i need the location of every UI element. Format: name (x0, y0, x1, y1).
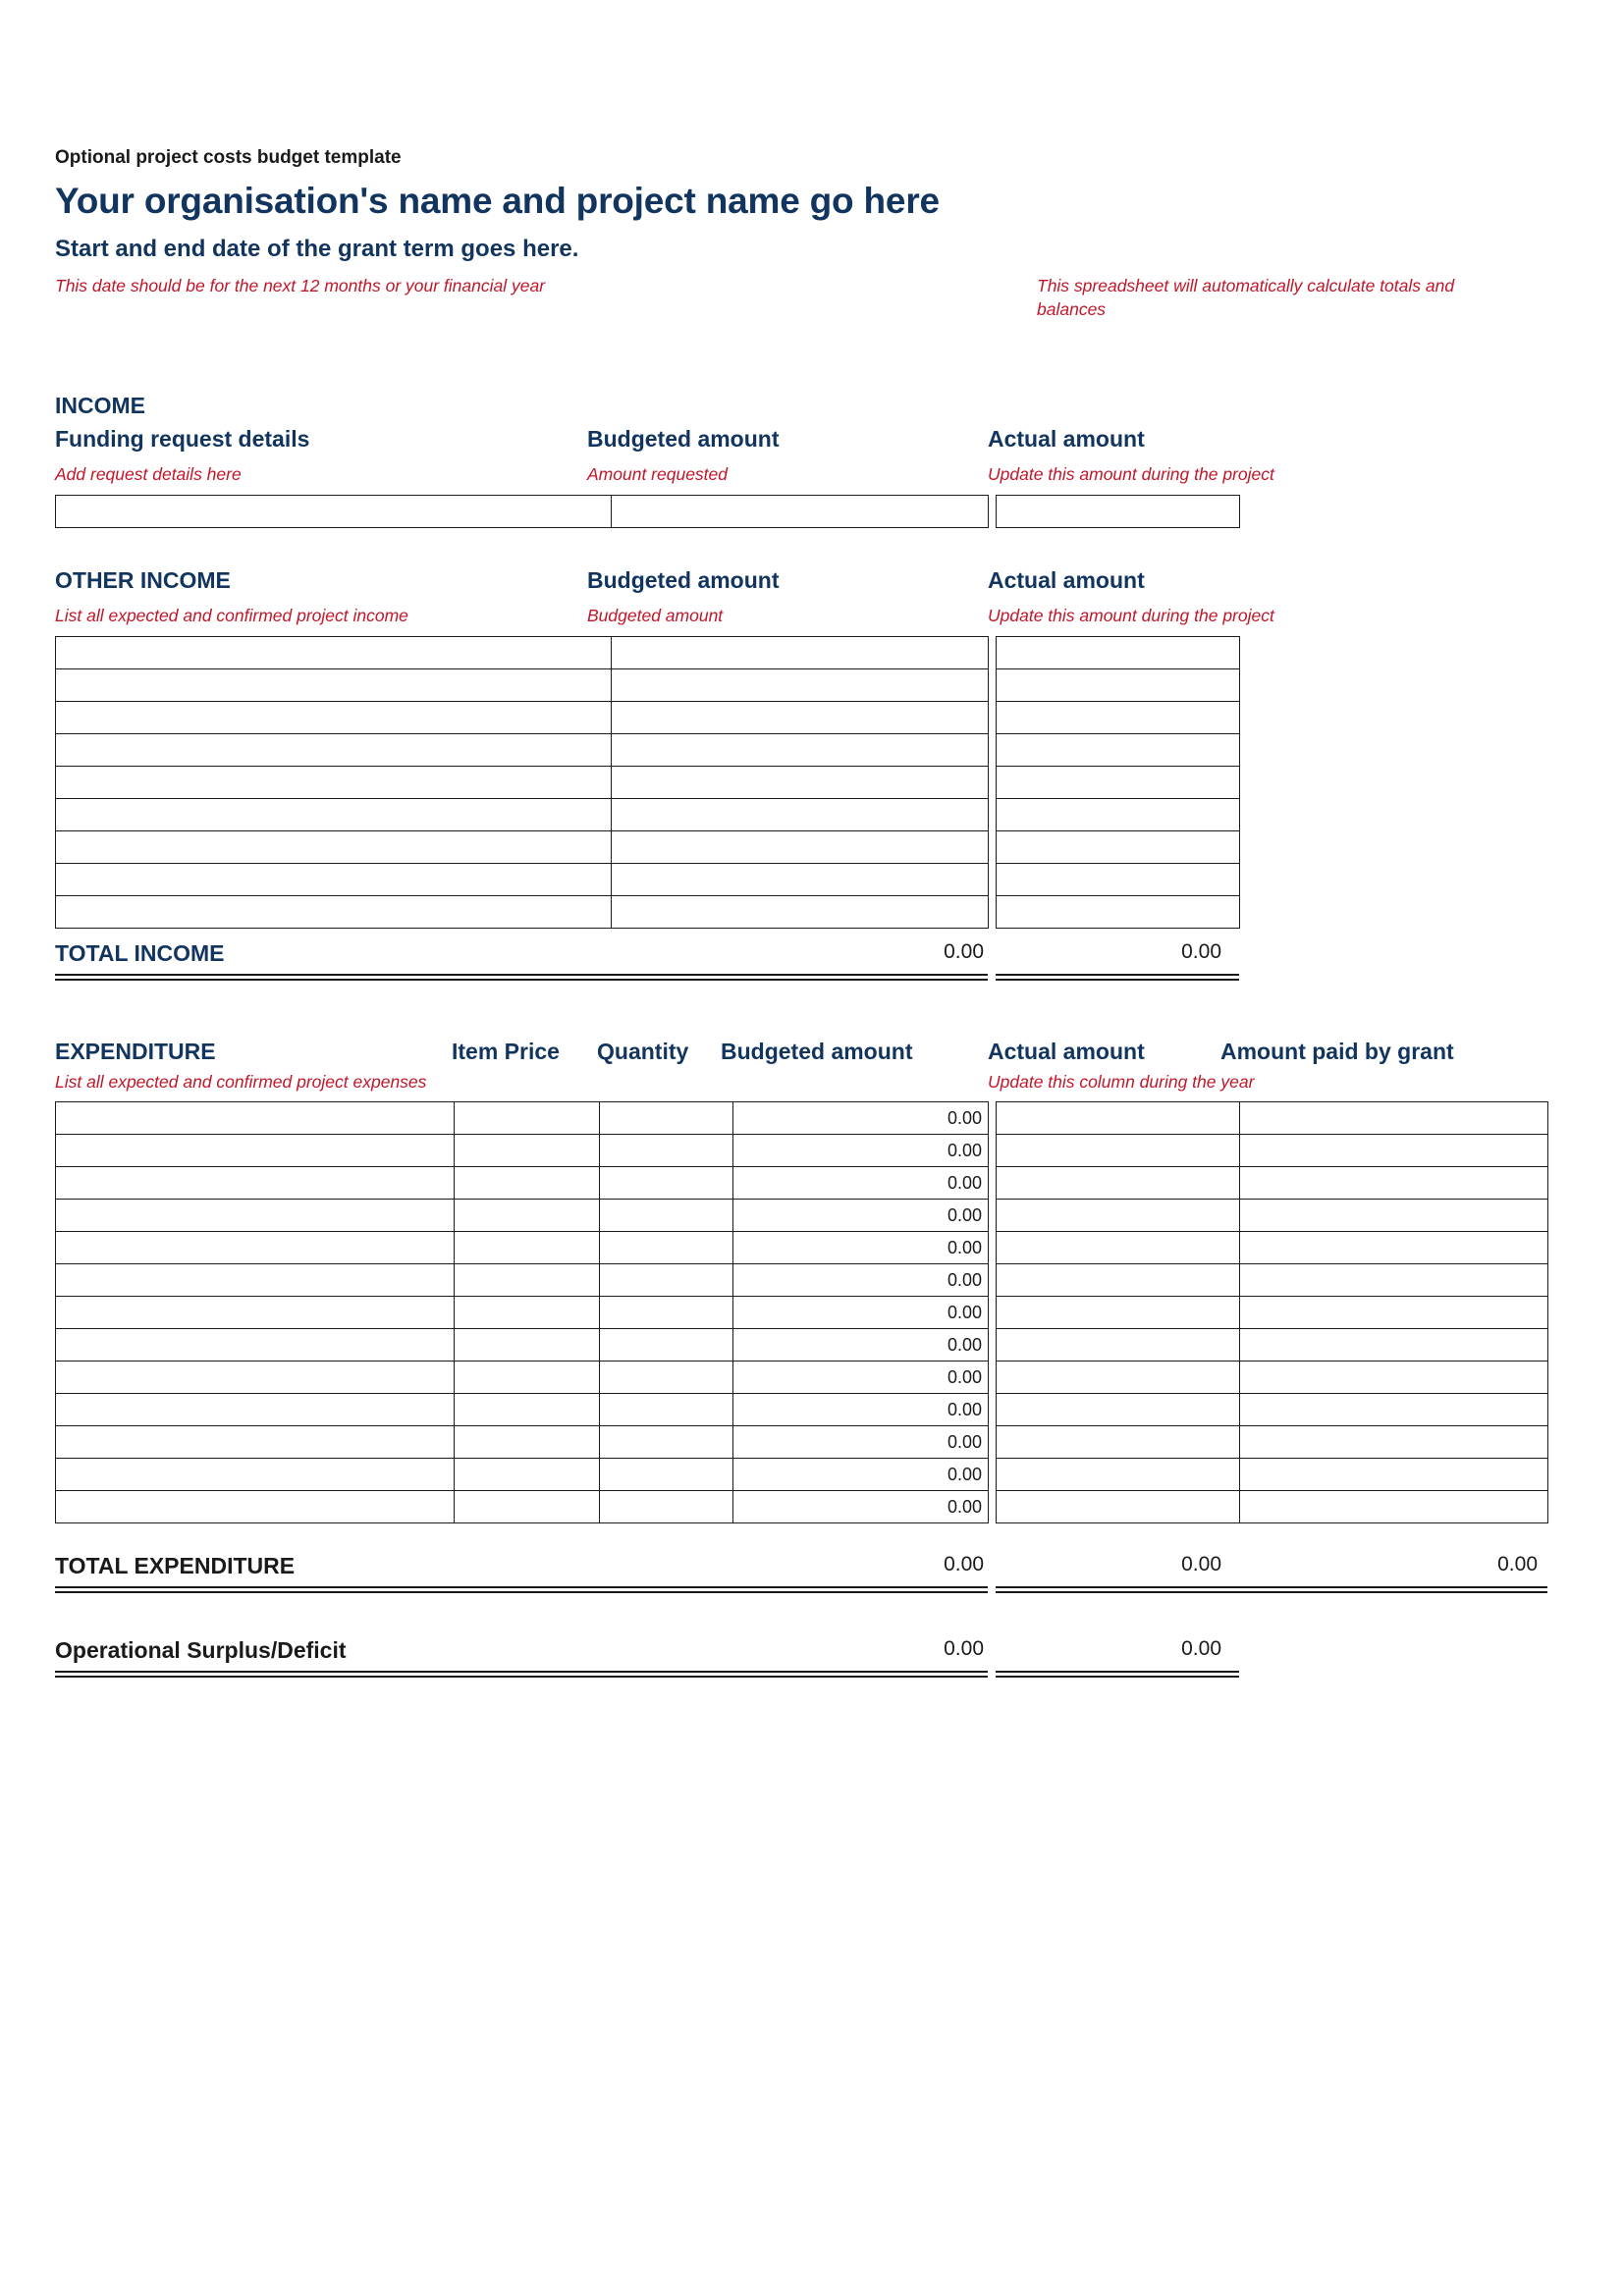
expenditure-cell-actual[interactable] (997, 1394, 1240, 1426)
expenditure-cell-paid-by-grant[interactable] (1240, 1394, 1548, 1426)
expenditure-cell-budgeted[interactable]: 0.00 (733, 1459, 989, 1491)
expenditure-cell-item-price[interactable] (455, 1200, 600, 1232)
expenditure-cell-budgeted[interactable]: 0.00 (733, 1491, 989, 1523)
expenditure-cell-quantity[interactable] (600, 1232, 733, 1264)
total-expenditure-label: TOTAL EXPENDITURE (55, 1553, 296, 1578)
income-section-label: INCOME (55, 393, 145, 418)
table-row[interactable] (56, 1264, 989, 1297)
income-hint-row (55, 463, 1547, 495)
table-row[interactable] (997, 1135, 1548, 1167)
surplus-deficit-underline-right (996, 1671, 1239, 1678)
expenditure-cell-actual[interactable] (997, 1232, 1240, 1264)
other-income-cell-actual[interactable] (997, 734, 1240, 767)
table-row[interactable] (997, 1200, 1548, 1232)
surplus-deficit-actual: 0.00 (1181, 1637, 1221, 1660)
expenditure-cell-quantity[interactable] (600, 1264, 733, 1297)
expenditure-header-budgeted: Budgeted amount (721, 1039, 913, 1064)
table-row[interactable] (56, 1232, 989, 1264)
expenditure-cell-quantity[interactable] (600, 1102, 733, 1135)
total-expenditure-paid-by-grant: 0.00 (1497, 1553, 1538, 1575)
other-income-cell-details[interactable] (56, 831, 612, 864)
other-income-cell-budgeted[interactable] (612, 799, 989, 831)
other-income-cell-details[interactable] (56, 637, 612, 669)
expenditure-cell-actual[interactable] (997, 1329, 1240, 1362)
expenditure-cell-actual[interactable] (997, 1362, 1240, 1394)
expenditure-hint-actual: Update this column during the year (988, 1072, 1255, 1092)
income-header-details: Funding request details (55, 426, 310, 452)
expenditure-cell-paid-by-grant[interactable] (1240, 1264, 1548, 1297)
page-title: Your organisation's name and project name go here (55, 181, 940, 221)
expenditure-cell-actual[interactable] (997, 1200, 1240, 1232)
expenditure-table-left[interactable] (55, 1101, 989, 1523)
expenditure-cell-actual[interactable] (997, 1264, 1240, 1297)
table-row[interactable] (56, 1102, 989, 1135)
income-cell-budgeted[interactable] (612, 496, 989, 528)
expenditure-cell-budgeted[interactable]: 0.00 (733, 1200, 989, 1232)
other-income-cell-details[interactable] (56, 864, 612, 896)
other-income-cell-details[interactable] (56, 799, 612, 831)
expenditure-cell-budgeted[interactable]: 0.00 (733, 1102, 989, 1135)
expenditure-cell-description[interactable] (56, 1426, 455, 1459)
total-income-actual: 0.00 (1181, 940, 1221, 963)
expenditure-cell-paid-by-grant[interactable] (1240, 1297, 1548, 1329)
table-row[interactable] (997, 799, 1240, 831)
expenditure-cell-item-price[interactable] (455, 1297, 600, 1329)
income-hint-budgeted: Amount requested (587, 464, 729, 484)
table-row[interactable] (997, 896, 1240, 929)
date-hint: This date should be for the next 12 months or your financial year (55, 276, 546, 295)
surplus-deficit-row (55, 1629, 1547, 1681)
table-row[interactable] (997, 1264, 1548, 1297)
expenditure-header-row (55, 1039, 1547, 1072)
expenditure-cell-description[interactable] (56, 1297, 455, 1329)
expenditure-cell-item-price[interactable] (455, 1167, 600, 1200)
other-income-cell-actual[interactable] (997, 767, 1240, 799)
expenditure-cell-paid-by-grant[interactable] (1240, 1135, 1548, 1167)
expenditure-cell-budgeted[interactable]: 0.00 (733, 1329, 989, 1362)
table-row[interactable] (997, 702, 1240, 734)
other-income-cell-details[interactable] (56, 734, 612, 767)
surplus-deficit-label: Operational Surplus/Deficit (55, 1637, 347, 1663)
income-cell-details[interactable] (56, 496, 612, 528)
income-hint-actual: Update this amount during the project (988, 464, 1274, 484)
table-row[interactable] (56, 1200, 989, 1232)
expenditure-cell-actual[interactable] (997, 1167, 1240, 1200)
other-income-cell-actual[interactable] (997, 702, 1240, 734)
other-income-header-row (55, 567, 1547, 605)
budget-template-body (55, 147, 1547, 1681)
expenditure-cell-paid-by-grant[interactable] (1240, 1362, 1548, 1394)
expenditure-cell-actual[interactable] (997, 1102, 1240, 1135)
other-income-header-actual: Actual amount (988, 567, 1145, 593)
income-table-group (55, 495, 1547, 534)
other-income-hint-details: List all expected and confirmed project income (55, 606, 408, 625)
income-section-label-row (55, 393, 1547, 426)
total-expenditure-row (55, 1545, 1547, 1596)
table-row[interactable] (56, 767, 989, 799)
surplus-deficit-budgeted: 0.00 (944, 1637, 984, 1660)
expenditure-cell-paid-by-grant[interactable] (1240, 1232, 1548, 1264)
surplus-deficit-underline-left (55, 1671, 988, 1678)
table-row[interactable] (997, 669, 1240, 702)
expenditure-hint-details: List all expected and confirmed project expenses (55, 1072, 427, 1092)
expenditure-cell-budgeted[interactable]: 0.00 (733, 1264, 989, 1297)
income-header-actual: Actual amount (988, 426, 1145, 452)
expenditure-cell-description[interactable] (56, 1491, 455, 1523)
expenditure-cell-description[interactable] (56, 1102, 455, 1135)
expenditure-cell-budgeted[interactable]: 0.00 (733, 1167, 989, 1200)
total-income-underline-right (996, 974, 1239, 981)
income-header-row (55, 426, 1547, 463)
expenditure-cell-description[interactable] (56, 1167, 455, 1200)
other-income-cell-budgeted[interactable] (612, 702, 989, 734)
expenditure-cell-quantity[interactable] (600, 1426, 733, 1459)
income-hint-details: Add request details here (55, 464, 242, 484)
expenditure-cell-actual[interactable] (997, 1135, 1240, 1167)
expenditure-cell-budgeted[interactable]: 0.00 (733, 1135, 989, 1167)
expenditure-cell-actual[interactable] (997, 1459, 1240, 1491)
table-row[interactable] (56, 669, 989, 702)
other-income-cell-budgeted[interactable] (612, 734, 989, 767)
other-income-cell-budgeted[interactable] (612, 767, 989, 799)
table-row[interactable] (56, 1135, 989, 1167)
expenditure-header-item-price: Item Price (452, 1039, 560, 1064)
expenditure-cell-description[interactable] (56, 1459, 455, 1491)
expenditure-cell-description[interactable] (56, 1135, 455, 1167)
income-table-left[interactable] (55, 495, 989, 528)
expenditure-cell-item-price[interactable] (455, 1135, 600, 1167)
expenditure-cell-actual[interactable] (997, 1426, 1240, 1459)
expenditure-table-group (55, 1101, 1547, 1545)
table-row[interactable] (997, 1329, 1548, 1362)
expenditure-cell-item-price[interactable] (455, 1362, 600, 1394)
table-row[interactable] (997, 864, 1240, 896)
income-cell-actual[interactable] (997, 496, 1240, 528)
expenditure-cell-paid-by-grant[interactable] (1240, 1459, 1548, 1491)
expenditure-cell-item-price[interactable] (455, 1394, 600, 1426)
table-row[interactable] (56, 831, 989, 864)
expenditure-cell-description[interactable] (56, 1362, 455, 1394)
expenditure-cell-paid-by-grant[interactable] (1240, 1426, 1548, 1459)
expenditure-header-paid-by-grant: Amount paid by grant (1220, 1039, 1454, 1064)
other-income-table-left[interactable] (55, 636, 989, 929)
expenditure-cell-quantity[interactable] (600, 1459, 733, 1491)
expenditure-header-quantity: Quantity (597, 1039, 689, 1064)
expenditure-hint-row (55, 1072, 1547, 1101)
table-row[interactable] (997, 1297, 1548, 1329)
expenditure-cell-budgeted[interactable]: 0.00 (733, 1394, 989, 1426)
page-subtitle: Start and end date of the grant term goes here. (55, 236, 579, 262)
table-row[interactable] (997, 1167, 1548, 1200)
other-income-section-label: OTHER INCOME (55, 567, 231, 593)
expenditure-cell-description[interactable] (56, 1329, 455, 1362)
expenditure-cell-description[interactable] (56, 1232, 455, 1264)
table-row[interactable] (997, 734, 1240, 767)
other-income-cell-budgeted[interactable] (612, 896, 989, 929)
expenditure-cell-paid-by-grant[interactable] (1240, 1200, 1548, 1232)
expenditure-cell-paid-by-grant[interactable] (1240, 1167, 1548, 1200)
template-kicker: Optional project costs budget template (55, 147, 402, 168)
other-income-header-budgeted: Budgeted amount (587, 567, 780, 593)
expenditure-cell-item-price[interactable] (455, 1426, 600, 1459)
table-row[interactable] (56, 896, 989, 929)
table-row[interactable] (56, 496, 989, 528)
expenditure-cell-budgeted[interactable]: 0.00 (733, 1297, 989, 1329)
total-income-budgeted: 0.00 (944, 940, 984, 963)
other-income-cell-actual[interactable] (997, 896, 1240, 929)
other-income-cell-details[interactable] (56, 702, 612, 734)
auto-calculate-hint: This spreadsheet will automatically calculate totals and balances (1037, 276, 1455, 319)
table-row[interactable] (56, 1394, 989, 1426)
other-income-cell-actual[interactable] (997, 669, 1240, 702)
title-hints (55, 275, 1547, 338)
table-row[interactable] (997, 1459, 1548, 1491)
expenditure-cell-description[interactable] (56, 1264, 455, 1297)
other-income-table-actual[interactable] (996, 636, 1240, 929)
expenditure-cell-description[interactable] (56, 1394, 455, 1426)
expenditure-cell-actual[interactable] (997, 1297, 1240, 1329)
expenditure-section-label: EXPENDITURE (55, 1039, 216, 1064)
other-income-cell-budgeted[interactable] (612, 864, 989, 896)
expenditure-cell-quantity[interactable] (600, 1167, 733, 1200)
expenditure-cell-item-price[interactable] (455, 1232, 600, 1264)
income-table-actual[interactable] (996, 495, 1240, 528)
total-income-label: TOTAL INCOME (55, 940, 225, 966)
other-income-cell-actual[interactable] (997, 831, 1240, 864)
table-row[interactable] (56, 637, 989, 669)
other-income-cell-actual[interactable] (997, 637, 1240, 669)
table-row[interactable] (56, 1491, 989, 1523)
total-expenditure-actual: 0.00 (1181, 1553, 1221, 1575)
table-row[interactable] (997, 831, 1240, 864)
expenditure-cell-item-price[interactable] (455, 1459, 600, 1491)
expenditure-cell-budgeted[interactable]: 0.00 (733, 1362, 989, 1394)
table-row[interactable] (56, 702, 989, 734)
table-row[interactable] (997, 637, 1240, 669)
table-row[interactable] (56, 1459, 989, 1491)
table-row[interactable] (997, 1102, 1548, 1135)
expenditure-cell-actual[interactable] (997, 1491, 1240, 1523)
expenditure-cell-item-price[interactable] (455, 1264, 600, 1297)
expenditure-cell-paid-by-grant[interactable] (1240, 1491, 1548, 1523)
expenditure-cell-item-price[interactable] (455, 1329, 600, 1362)
total-income-row (55, 933, 1547, 984)
other-income-hint-row (55, 605, 1547, 636)
expenditure-cell-quantity[interactable] (600, 1297, 733, 1329)
table-row[interactable] (56, 1362, 989, 1394)
expenditure-cell-quantity[interactable] (600, 1362, 733, 1394)
other-income-hint-budgeted: Budgeted amount (587, 606, 724, 625)
income-header-budgeted: Budgeted amount (587, 426, 780, 452)
expenditure-cell-item-price[interactable] (455, 1491, 600, 1523)
expenditure-cell-item-price[interactable] (455, 1102, 600, 1135)
table-row[interactable] (56, 1167, 989, 1200)
expenditure-cell-quantity[interactable] (600, 1329, 733, 1362)
expenditure-cell-quantity[interactable] (600, 1200, 733, 1232)
expenditure-cell-budgeted[interactable]: 0.00 (733, 1232, 989, 1264)
table-row[interactable] (56, 1329, 989, 1362)
other-income-cell-details[interactable] (56, 669, 612, 702)
table-row[interactable] (997, 1491, 1548, 1523)
expenditure-table-right[interactable] (996, 1101, 1548, 1523)
expenditure-cell-quantity[interactable] (600, 1135, 733, 1167)
expenditure-cell-quantity[interactable] (600, 1394, 733, 1426)
other-income-cell-actual[interactable] (997, 799, 1240, 831)
other-income-table-group (55, 636, 1547, 933)
table-row[interactable] (997, 496, 1240, 528)
other-income-cell-budgeted[interactable] (612, 669, 989, 702)
expenditure-cell-quantity[interactable] (600, 1491, 733, 1523)
table-row[interactable] (56, 734, 989, 767)
other-income-hint-actual: Update this amount during the project (988, 606, 1274, 625)
table-row[interactable] (56, 799, 989, 831)
expenditure-cell-budgeted[interactable]: 0.00 (733, 1426, 989, 1459)
total-expenditure-underline-left (55, 1586, 988, 1593)
other-income-cell-details[interactable] (56, 896, 612, 929)
table-row[interactable] (997, 1232, 1548, 1264)
other-income-cell-budgeted[interactable] (612, 637, 989, 669)
other-income-cell-budgeted[interactable] (612, 831, 989, 864)
total-expenditure-budgeted: 0.00 (944, 1553, 984, 1575)
total-expenditure-underline-right (996, 1586, 1547, 1593)
other-income-cell-details[interactable] (56, 767, 612, 799)
table-row[interactable] (997, 1394, 1548, 1426)
table-row[interactable] (56, 1426, 989, 1459)
expenditure-cell-paid-by-grant[interactable] (1240, 1102, 1548, 1135)
expenditure-cell-paid-by-grant[interactable] (1240, 1329, 1548, 1362)
other-income-cell-actual[interactable] (997, 864, 1240, 896)
total-income-underline-left (55, 974, 988, 981)
expenditure-header-actual: Actual amount (988, 1039, 1145, 1064)
table-row[interactable] (997, 767, 1240, 799)
expenditure-cell-description[interactable] (56, 1200, 455, 1232)
table-row[interactable] (56, 1297, 989, 1329)
table-row[interactable] (56, 864, 989, 896)
table-row[interactable] (997, 1362, 1548, 1394)
table-row[interactable] (997, 1426, 1548, 1459)
